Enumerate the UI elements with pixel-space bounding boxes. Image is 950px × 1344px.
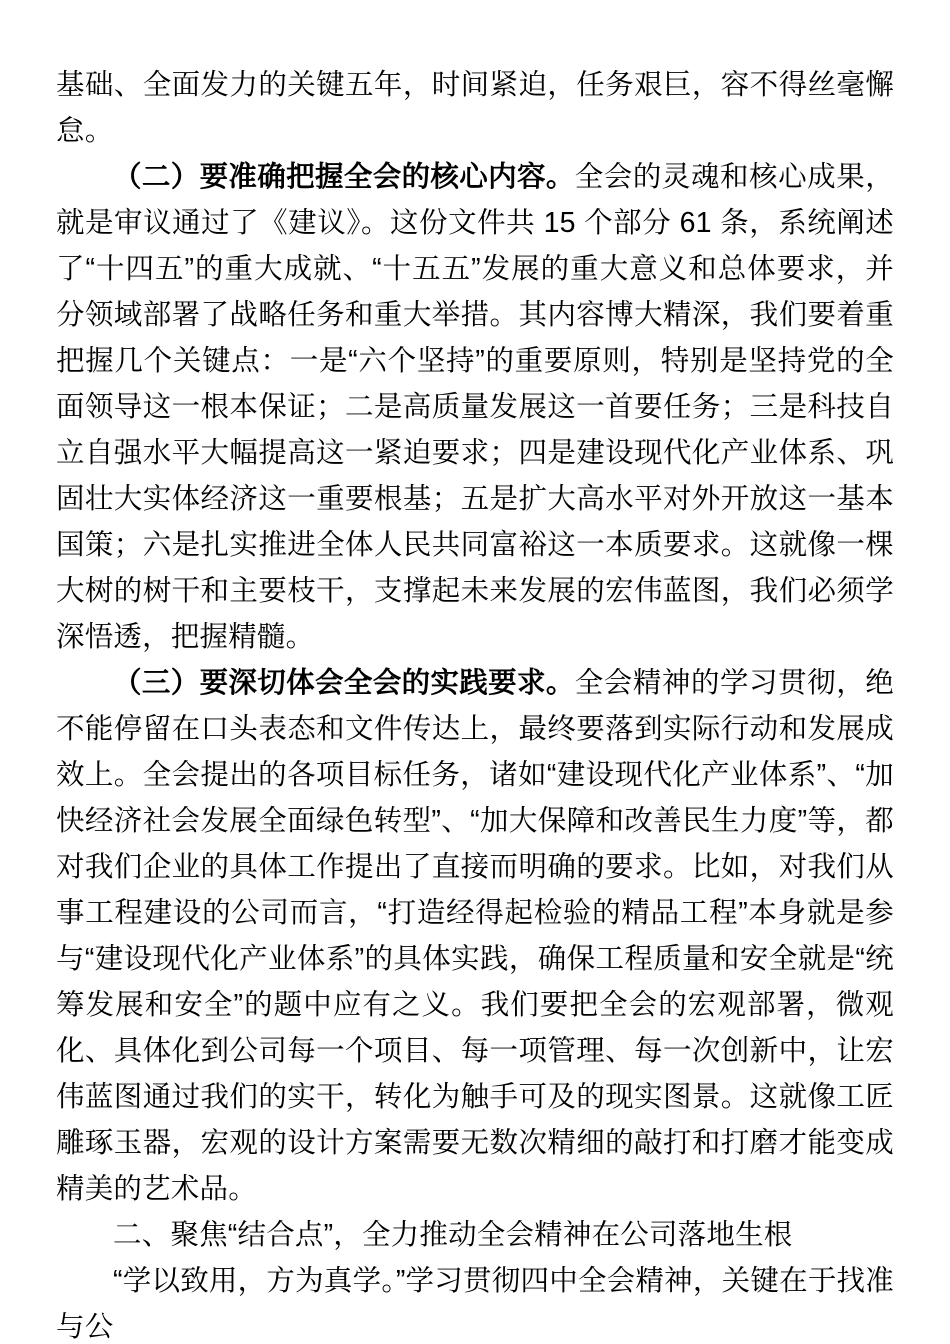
paragraph-closing [56, 1258, 894, 1344]
paragraph-section-3 [56, 660, 894, 1212]
subheading-three-label: （三）要深切体会全会的实践要求。 [113, 667, 575, 699]
paragraph-text: 二、聚焦“结合点”，全力推动全会精神在公司落地生根 [113, 1219, 793, 1251]
paragraph-text: 全会精神的学习贯彻，绝不能停留在口头表态和文件传达上，最终要落到实际行动和发展成效上。全会提出的各项目标任务，诸如“建设现代化产业体系”、“加快经济社会发展全面绿色转型”、“加大保障和改善民生力度”等，都对我们企业的具体工作提出了直接而明确的要求。比如，对我们从事工程建设的公司而言，“打造经得起检验的精品工程”本身就是参与“建设现代化产业体系”的具体实践，确保工程质量和安全就是“统筹发展和安全”的题中应有之义。我们要把全会的宏观部署，微观化、具体化到公司每一个项目、每一项管理、每一次创新中，让宏伟蓝图通过我们的实干，转化为触手可及的现实图景。这就像工匠雕琢玉器，宏观的设计方案需要无数次精细的敲打和打磨才能变成精美的艺术品。 [56, 667, 894, 1205]
paragraph-section-2 [56, 154, 894, 660]
paragraph-continuation [56, 62, 894, 154]
paragraph-text: 全会的灵魂和核心成果，就是审议通过了《建议》。这份文件共 15 个部分 61 条，系统阐述了“十四五”的重大成就、“十五五”发展的重大意义和总体要求，并分领域部署了战略任务和重大举措。其内容博大精深，我们要着重把握几个关键点：一是“六个坚持”的重要原则，特别是坚持党的全面领导这一根本保证；二是高质量发展这一首要任务；三是科技自立自强水平大幅提高这一紧迫要求；四是建设现代化产业体系、巩固壮大实体经济这一重要根基；五是扩大高水平对外开放这一基本国策；六是扎实推进全体人民共同富裕这一本质要求。这就像一棵大树的树干和主要枝干，支撑起未来发展的宏伟蓝图，我们必须学深悟透，把握精髓。 [56, 161, 894, 653]
paragraph-text: 基础、全面发力的关键五年，时间紧迫，任务艰巨，容不得丝毫懈怠。 [56, 69, 894, 147]
document-body [56, 62, 894, 1344]
paragraph-text: “学以致用，方为真学。”学习贯彻四中全会精神，关键在于找准与公 [56, 1265, 894, 1343]
subheading-two-label: （二）要准确把握全会的核心内容。 [113, 161, 575, 193]
paragraph-heading-two [56, 1212, 894, 1258]
